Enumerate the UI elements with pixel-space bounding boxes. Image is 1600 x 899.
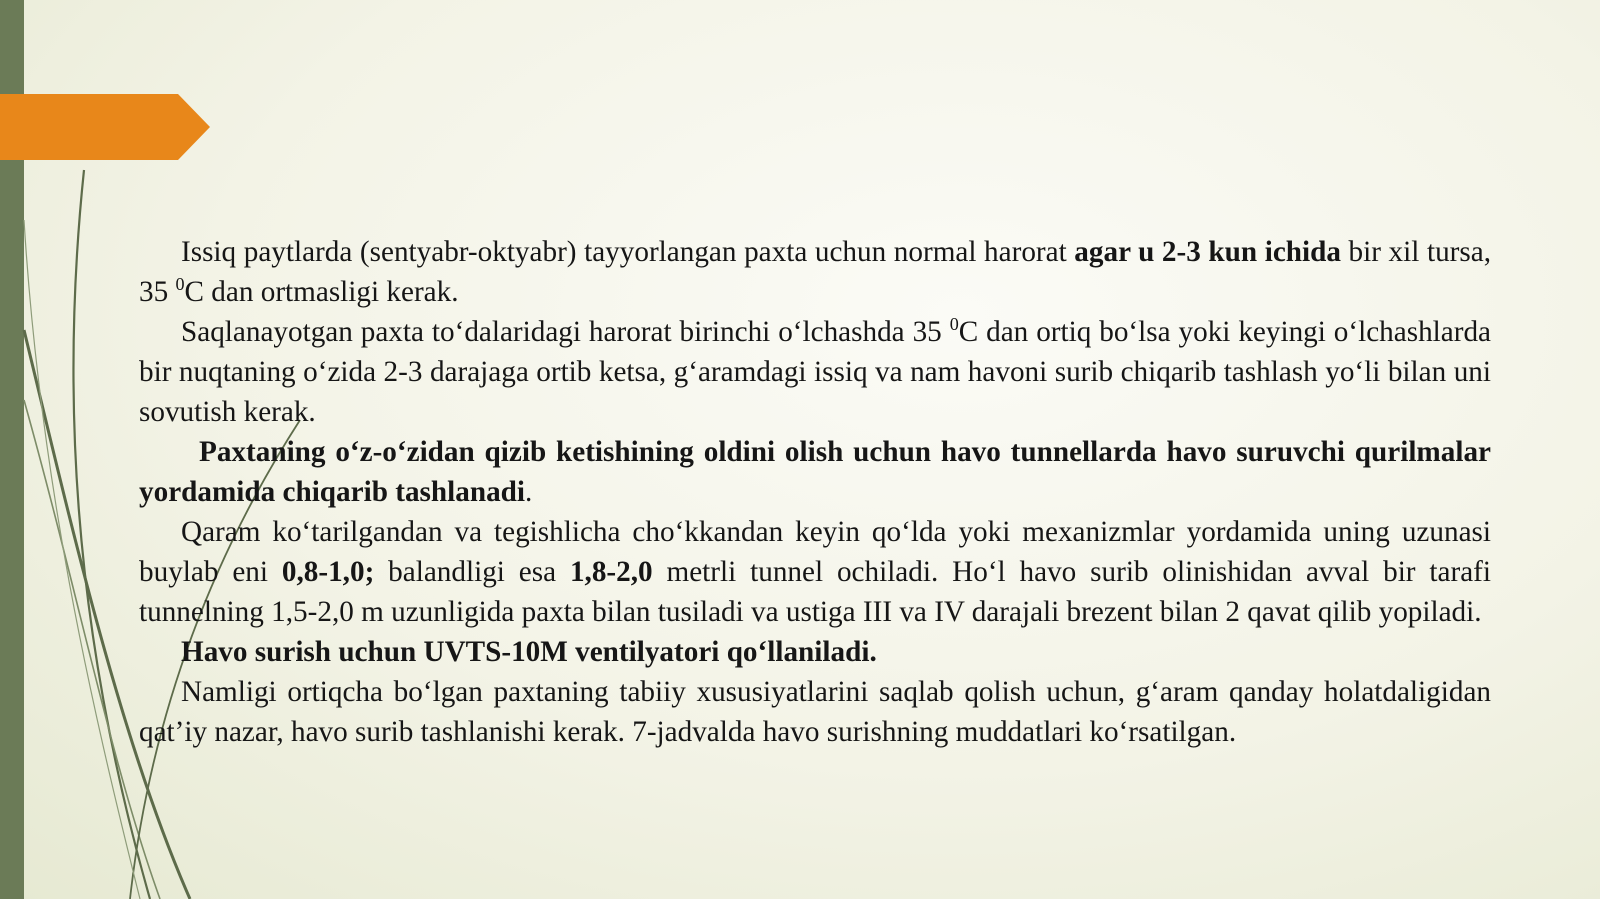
paragraph-4: Qaram ko‘tarilgandan va tegishlicha cho‘kkandan keyin qo‘lda yoki mexanizmlar yordamida uning uzunasi buylab eni 0,8-1,0; balandligi esa 1,8-2,0 metrli tunnel ochiladi. Ho‘l havo surib olinishidan avval bir tarafi tunnelning 1,5-2,0 m uzunligida paxta bilan tusiladi va ustiga III va IV darajali brezent bilan 2 qavat qilib yopiladi.	[139, 516, 1491, 628]
slide-body-text	[139, 232, 1491, 752]
paragraph-6: Namligi ortiqcha bo‘lgan paxtaning tabiiy xususiyatlarini saqlab qolish uchun, g‘aram qanday holatdaligidan qat’iy nazar, havo surib tashlanishi kerak. 7-jadvalda havo surishning muddatlari ko‘rsatilgan.	[139, 676, 1491, 748]
orange-arrow-tab	[0, 94, 210, 160]
paragraph-2: Saqlanayotgan paxta to‘dalaridagi harorat birinchi o‘lchashda 35 $^0$C dan ortiq bo‘lsa yoki keyingi o‘lchashlarda bir nuqtaning o‘zida 2-3 darajaga ortib ketsa, g‘aramdagi issiq va nam havoni surib chiqarib tashlash yo‘li bilan uni sovutish kerak.	[139, 313, 1492, 428]
paragraph-5: Havo surish uchun UVTS-10M ventilyatori qo‘llaniladi.	[181, 636, 877, 668]
paragraph-3: Paxtaning o‘z-o‘zidan qizib ketishining oldini olish uchun havo tunnellarda havo suruvchi qurilmalar yordamida chiqarib tashlanadi.	[139, 436, 1491, 508]
paragraph-1: Issiq paytlarda (sentyabr-oktyabr) tayyorlangan paxta uchun normal harorat agar u 2-3 kun ichida bir xil tursa, 35 $^0$C dan ortmasligi kerak.	[139, 236, 1491, 308]
